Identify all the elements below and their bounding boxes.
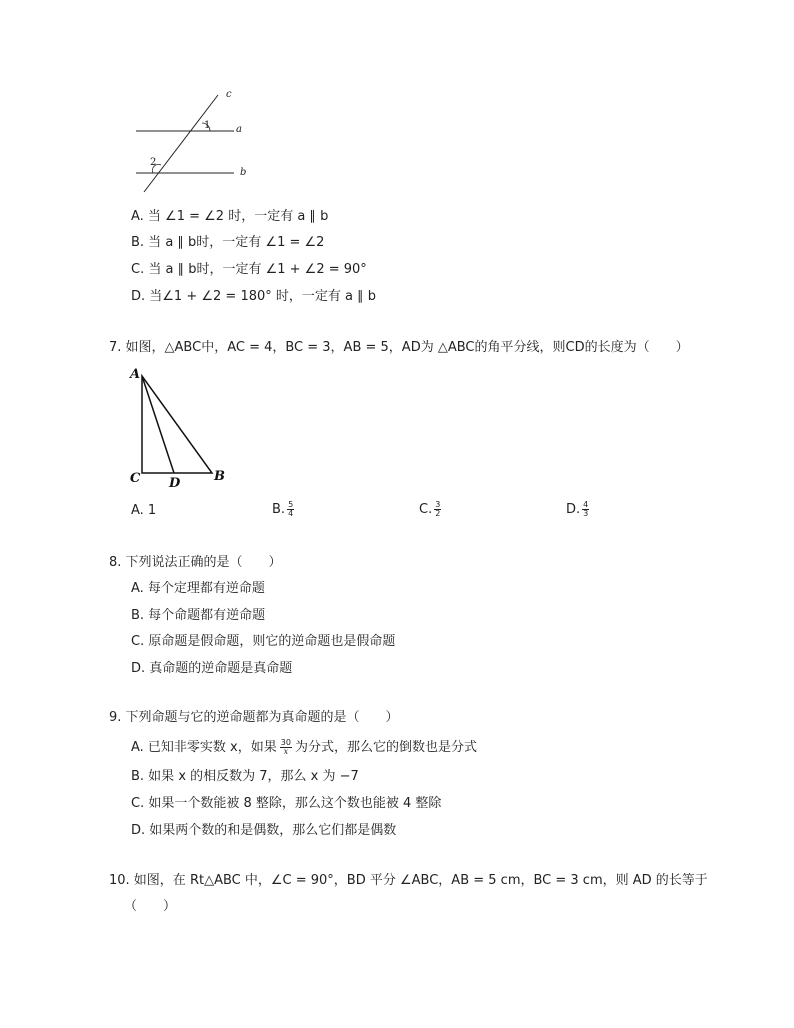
segment-ad xyxy=(142,376,174,473)
q7-option-d-numerator: 4 xyxy=(583,500,589,509)
q7-option-c-numerator: 3 xyxy=(435,500,441,509)
q8-option-a: A. 每个定理都有逆命题 xyxy=(131,581,265,596)
triangle-abc-figure xyxy=(126,366,236,491)
q9-option-a xyxy=(131,734,477,762)
label-a: a xyxy=(236,124,242,135)
label-C: C xyxy=(130,471,141,486)
q7-option-d-denominator: 3 xyxy=(583,509,589,518)
q9-option-d: D. 如果两个数的和是偶数，那么它们都是偶数 xyxy=(131,823,397,838)
q7-option-b-denominator: 4 xyxy=(288,509,294,518)
q6-option-a: A. 当 ∠1 = ∠2 时，一定有 a ∥ b xyxy=(131,209,329,224)
q9-option-c: C. 如果一个数能被 8 整除，那么这个数也能被 4 整除 xyxy=(131,796,442,811)
label-D: D xyxy=(169,476,181,491)
q7-option-c-prefix: C. xyxy=(419,502,433,517)
q7-option-b xyxy=(272,496,294,524)
triangle-abc xyxy=(142,376,212,473)
q8-option-c: C. 原命题是假命题，则它的逆命题也是假命题 xyxy=(131,634,396,649)
q9-option-b: B. 如果 x 的相反数为 7，那么 x 为 −7 xyxy=(131,769,359,784)
q6-option-d: D. 当∠1 + ∠2 = 180° 时，一定有 a ∥ b xyxy=(131,289,377,304)
q9-stem: 9. 下列命题与它的逆命题都为真命题的是（ ） xyxy=(109,710,399,725)
q6-option-c: C. 当 a ∥ b时，一定有 ∠1 + ∠2 = 90° xyxy=(131,262,367,277)
q7-option-b-numerator: 5 xyxy=(288,500,294,509)
label-B: B xyxy=(214,469,225,484)
q7-option-d-prefix: D. xyxy=(566,502,581,517)
label-A: A xyxy=(130,367,141,382)
q6-option-b: B. 当 a ∥ b时，一定有 ∠1 = ∠2 xyxy=(131,235,325,250)
q7-option-b-fraction xyxy=(287,501,294,518)
q7-option-c xyxy=(419,496,441,524)
q9-option-a-numerator: 30 xyxy=(280,738,291,747)
q9-option-a-pre: A. 已知非零实数 x，如果 xyxy=(131,740,277,755)
label-c: c xyxy=(226,89,232,100)
transversal-c xyxy=(144,95,218,192)
q7-option-d xyxy=(566,496,589,524)
q9-option-a-post: 为分式，那么它的倒数也是分式 xyxy=(294,740,477,755)
q9-option-a-denominator: x xyxy=(283,747,289,756)
q7-option-c-fraction xyxy=(434,501,441,518)
q7-option-b-prefix: B. xyxy=(272,502,286,517)
label-1: 1 xyxy=(204,120,211,131)
q8-option-b: B. 每个命题都有逆命题 xyxy=(131,608,266,623)
q10-stem-line1: 10. 如图，在 Rt△ABC 中，∠C = 90°，BD 平分 ∠ABC，AB = 5 cm，BC = 3 cm，则 AD 的长等于 xyxy=(109,873,708,888)
q8-stem: 8. 下列说法正确的是（ ） xyxy=(109,555,282,570)
q9-option-a-fraction xyxy=(280,739,292,756)
label-2: 2 xyxy=(150,157,157,168)
q7-option-c-denominator: 2 xyxy=(435,509,441,518)
q8-option-d: D. 真命题的逆命题是真命题 xyxy=(131,661,293,676)
q7-stem: 7. 如图，△ABC中，AC = 4，BC = 3，AB = 5，AD为 △ABC的角平分线，则CD的长度为（ ） xyxy=(109,340,689,355)
q10-stem-line2: （ ） xyxy=(124,899,177,914)
label-b: b xyxy=(240,167,247,178)
q7-option-a: A. 1 xyxy=(131,503,157,518)
q7-option-d-fraction xyxy=(582,501,589,518)
parallel-lines-figure xyxy=(120,85,380,195)
